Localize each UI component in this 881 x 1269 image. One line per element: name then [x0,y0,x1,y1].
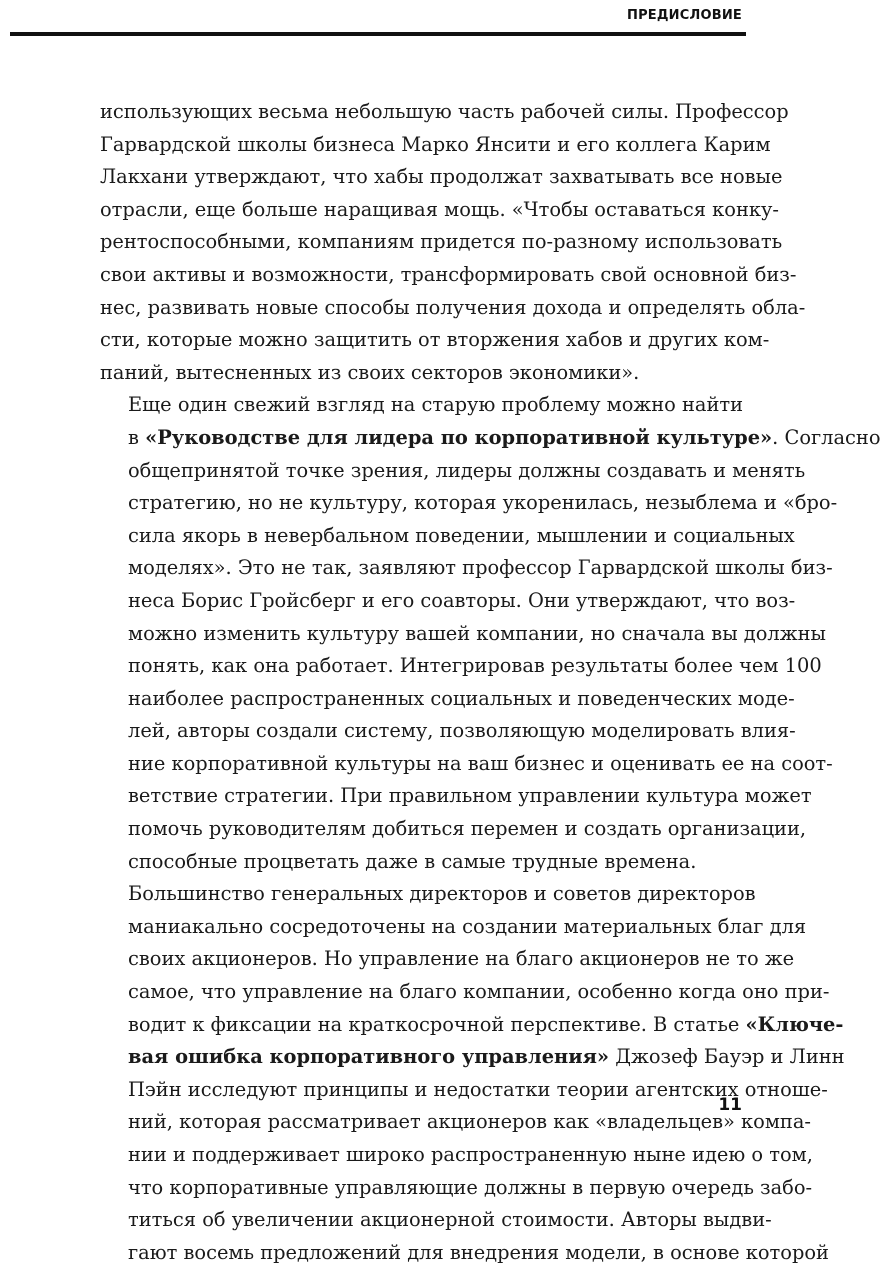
bold-title: вая ошибка корпоративного управления» [128,1045,610,1069]
text-run: нес, развивать новые способы получения дохода и определять обла- [100,295,806,319]
text-run: нии и поддерживает широко распространенную ныне идею о том, [128,1143,813,1166]
text-run: ветствие стратегии. При правильном управлении культура может [128,784,812,808]
text-line [100,1139,813,1172]
text-run: моделях». Это не так, заявляют профессор Гарвардской школы биз- [128,556,833,580]
text-run: . Согласно [772,425,881,449]
text-line [100,487,838,520]
text-line [100,976,830,1009]
text-run: рентоспособными, компаниям придется по-разному использовать [100,230,783,254]
bold-title: «Руководстве для лидера по корпоративной культуре» [145,425,773,449]
text-line [100,813,807,846]
text-run: что корпоративные управляющие должны в первую очередь забо- [128,1175,813,1199]
text-run: гают восемь предложений для внедрения модели, в основе которой [128,1240,829,1264]
text-line [100,683,795,716]
text-run: сила якорь в невербальном поведении, мышлении и социальных [128,523,795,547]
text-line [100,943,795,976]
text-run: отрасли, еще больше наращивая мощь. «Чтобы оставаться конку- [100,197,779,221]
text-run: сти, которые можно защитить от вторжения хабов и других ком- [100,328,770,352]
text-run: в [128,425,146,449]
text-line [100,1074,828,1107]
text-run: Джозеф Бауэр и Линн [609,1045,845,1069]
text-run: Лакхани утверждают, что хабы продолжат захватывать все новые [100,165,783,189]
text-run: Еще один свежий взгляд на старую проблему можно найти [128,393,744,417]
text-run: ние корпоративной культуры на ваш бизнес и оценивать ее на соот- [128,751,833,775]
text-run: ний, которая рассматривает акционеров как «владельцев» компа- [128,1110,811,1134]
text-run: неса Борис Гройсберг и его соавторы. Они утверждают, что воз- [128,588,796,612]
text-line [100,324,770,357]
text-line [100,129,771,162]
text-line [100,1041,845,1074]
text-line [100,1204,772,1237]
text-run: лей, авторы создали систему, позволяющую моделировать влия- [128,719,796,743]
text-line [100,846,743,879]
text-run: маниакально сосредоточены на создании материальных благ для [128,914,807,938]
text-line [100,194,779,227]
page-number: 11 [718,1095,742,1115]
text-run: использующих весьма небольшую часть рабочей силы. Профессор [100,100,789,123]
text-run: общепринятой точке зрения, лидеры должны создавать и менять [128,458,806,482]
text-line [100,748,833,781]
text-line [100,650,822,683]
text-line [100,259,797,292]
text-run: способные процветать даже в самые трудные времена. [128,849,697,873]
body-text [100,96,881,1269]
text-run: стратегию, но не культуру, которая укоренилась, незыблема и «бро- [128,491,838,515]
text-run: Большинство генеральных директоров и советов директоров [128,882,756,906]
text-run: своих акционеров. Но управление на благо акционеров не то же [128,947,795,971]
text-run: титься об увеличении акционерной стоимости. Авторы выдви- [128,1208,772,1232]
text-run: помочь руководителям добиться перемен и создать организации, [128,817,807,841]
text-run: паний, вытесненных из своих секторов экономики». [100,360,640,384]
text-run: водит к фиксации на краткосрочной перспективе. В статье [128,1012,746,1036]
text-line [100,618,826,651]
text-line [100,1106,811,1139]
text-line [100,1009,844,1042]
text-line [100,715,796,748]
text-run: можно изменить культуру вашей компании, но сначала вы должны [128,621,826,645]
text-run: Гарвардской школы бизнеса Марко Янсити и его коллега Карим [100,132,771,156]
text-line [100,1172,813,1205]
bold-title: «Ключе- [745,1012,844,1036]
text-line [100,161,783,194]
text-line [100,455,806,488]
header-rule [10,32,746,36]
text-run: наиболее распространенных социальных и поведенческих моде- [128,686,795,710]
text-run: самое, что управление на благо компании, особенно когда оно при- [128,980,830,1004]
text-line [100,552,833,585]
text-line [100,780,812,813]
text-line [100,96,789,129]
text-line [100,422,881,455]
text-line [100,520,795,553]
text-line [100,389,743,422]
running-header: ПРЕДИСЛОВИЕ [626,8,742,23]
text-line [100,585,796,618]
paragraph [100,878,845,1269]
text-line [100,226,783,259]
text-run: свои активы и возможности, трансформировать свой основной биз- [100,262,797,286]
text-line [100,911,807,944]
text-line [100,357,743,390]
text-line [100,1237,829,1269]
paragraph [100,96,806,389]
text-run: понять, как она работает. Интегрировав результаты более чем 100 [128,654,822,678]
paragraph [100,389,881,878]
text-run: Пэйн исследуют принципы и недостатки теории агентских отноше- [128,1077,828,1101]
text-line [100,878,756,911]
text-line [100,292,806,325]
